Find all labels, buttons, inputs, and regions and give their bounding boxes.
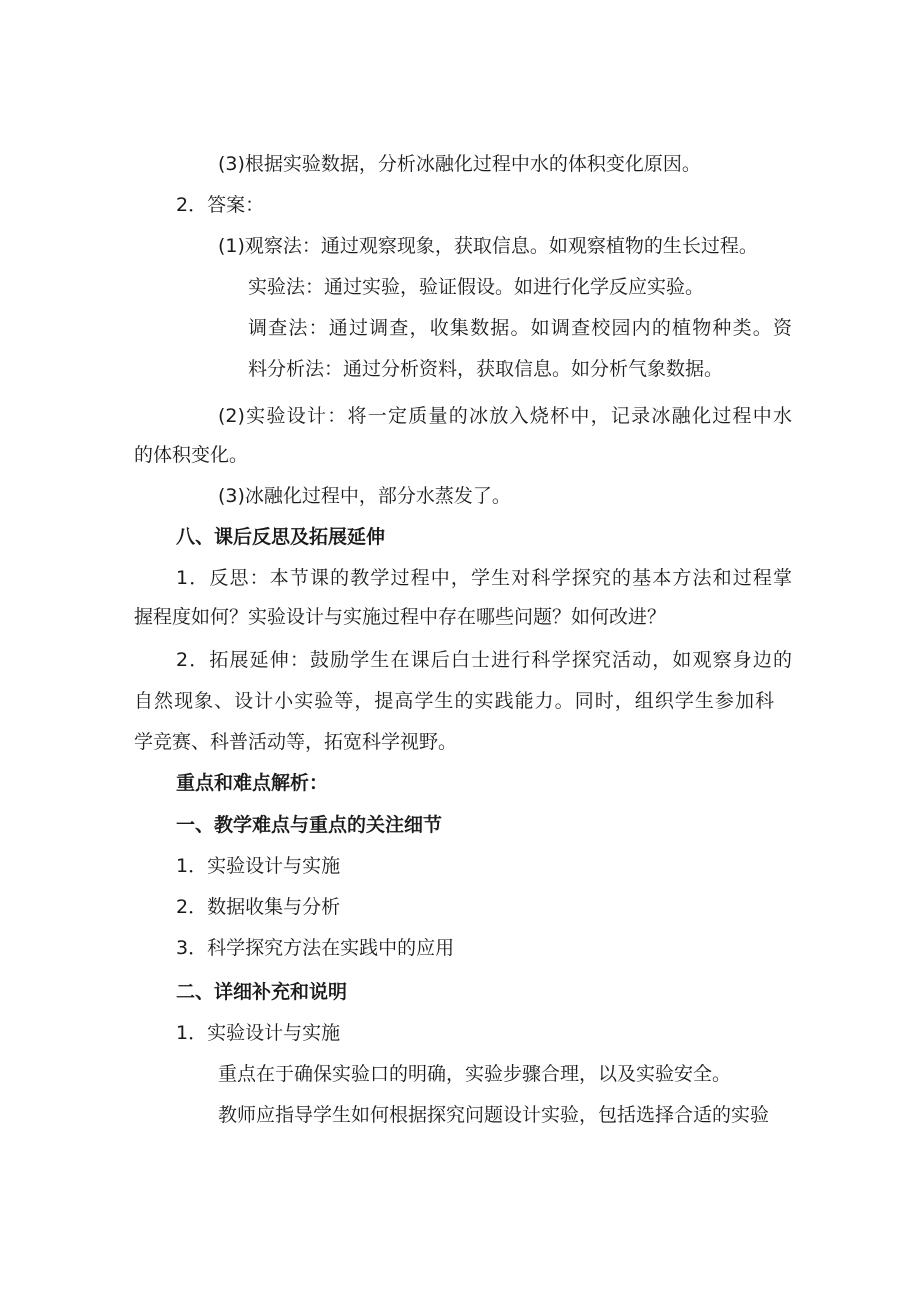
text-line-focus-safety: 重点在于确保实验口的明确，实验步骤合理，以及实验安全。 xyxy=(218,1063,732,1085)
text-line-observation-method: (1)观察法：通过观察现象，获取信息。如观察植物的生长过程。 xyxy=(218,235,758,257)
section-heading-reflection: 八、课后反思及拓展延伸 xyxy=(176,526,386,548)
list-item-design-implementation: 1．实验设计与实施 xyxy=(176,855,341,877)
text-line-experiment-method: 实验法：通过实验，验证假设。如进行化学反应实验。 xyxy=(248,276,705,298)
text-line-reflection: 1．反思：本节课的教学过程中，学生对科学探究的基本方法和过程掌 xyxy=(176,567,792,589)
section-heading-focus-details: 一、教学难点与重点的关注细节 xyxy=(176,814,443,836)
text-line-extension: 2．拓展延伸：鼓励学生在课后白士进行科学探究活动，如观察身边的 xyxy=(176,649,792,671)
list-item-data-collection: 2．数据收集与分析 xyxy=(176,896,341,918)
subheading-design-implementation: 1．实验设计与实施 xyxy=(176,1022,341,1044)
text-line-data-analysis-method: 料分析法：通过分析资料，获取信息。如分析气象数据。 xyxy=(248,358,724,380)
text-line-reflection-cont: 握程度如何？实验设计与实施过程中存在哪些问题？如何改进？ xyxy=(134,606,667,628)
text-line-answer-heading: 2．答案： xyxy=(176,194,265,216)
text-line-experiment-design: (2)实验设计：将一定质量的冰放入烧杯中，记录冰融化过程中水 xyxy=(218,405,792,427)
text-line-teacher-guidance: 教师应指导学生如何根据探究问题设计实验，包括选择合适的实验 xyxy=(218,1104,770,1126)
text-line-extension-cont: 自然现象、设计小实验等，提高学生的实践能力。同时，组织学生参加科 xyxy=(134,690,774,712)
text-line-survey-method: 调查法：通过调查，收集数据。如调查校园内的植物种类。资 xyxy=(248,317,792,339)
text-line-extension-end: 学竞赛、科普活动等，拓宽科学视野。 xyxy=(134,731,458,753)
text-line-q3: (3)根据实验数据，分析冰融化过程中水的体积变化原因。 xyxy=(218,153,701,175)
text-line-ice-melting: (3)冰融化过程中，部分水蒸发了。 xyxy=(218,485,511,507)
section-heading-supplement: 二、详细补充和说明 xyxy=(176,981,348,1003)
section-heading-key-points: 重点和难点解析： xyxy=(176,772,329,794)
text-line-experiment-design-cont: 的体积变化。 xyxy=(134,444,249,466)
list-item-inquiry-methods: 3．科学探究方法在实践中的应用 xyxy=(176,937,455,959)
